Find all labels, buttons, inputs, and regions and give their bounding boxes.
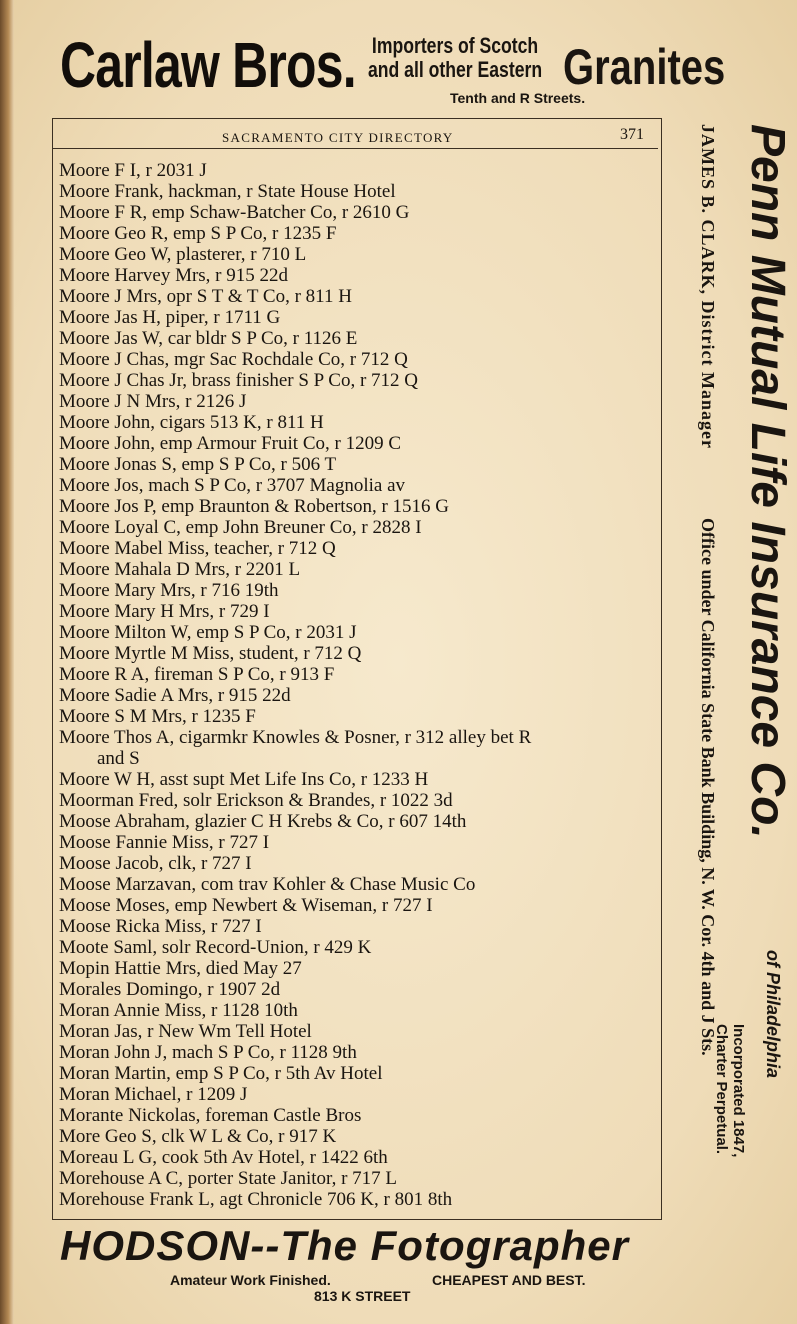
directory-entry: Moore Loyal C, emp John Breuner Co, r 2828 I <box>59 517 422 538</box>
penn-mutual-city: of Philadelphia <box>763 950 783 1079</box>
directory-entry: Moore J Chas, mgr Sac Rochdale Co, r 712 Q <box>59 349 408 370</box>
page-header <box>52 122 658 149</box>
directory-entry: Morehouse A C, porter State Janitor, r 717 L <box>59 1168 398 1189</box>
directory-entry: Moore Jos P, emp Braunton & Robertson, r 1516 G <box>59 496 450 517</box>
directory-entry: Moore F R, emp Schaw-Batcher Co, r 2610 G <box>59 202 410 223</box>
directory-entry: Morehouse Frank L, agt Chronicle 706 K, r 801 8th <box>59 1189 453 1210</box>
carlaw-address: Tenth and R Streets. <box>450 90 586 106</box>
hodson-headline: HODSON--The Fotographer <box>60 1222 629 1269</box>
directory-entry: Moran John J, mach S P Co, r 1128 9th <box>59 1042 357 1063</box>
penn-mutual-incorporation <box>713 1024 747 1157</box>
directory-entry: Moore Jonas S, emp S P Co, r 506 T <box>59 454 337 475</box>
carlaw-brand: Carlaw Bros. <box>60 29 356 101</box>
directory-entry: Moose Fannie Miss, r 727 I <box>59 832 270 853</box>
binding-edge <box>0 0 14 1324</box>
incorporated-line: Incorporated 1847, <box>730 1024 747 1158</box>
carlaw-bros-advertisement <box>60 22 726 114</box>
directory-entry: Morante Nickolas, foreman Castle Bros <box>59 1105 362 1126</box>
directory-entry: More Geo S, clk W L & Co, r 917 K <box>59 1126 337 1147</box>
directory-entry: Moore W H, asst supt Met Life Ins Co, r 1233 H <box>59 769 429 790</box>
directory-entry: Moose Ricka Miss, r 727 I <box>59 916 262 937</box>
office-location: Office under California State Bank Building, N. W. Cor. 4th and J Sts. <box>698 518 718 1056</box>
hodson-address: 813 K STREET <box>314 1288 411 1304</box>
directory-entry: Moreau L G, cook 5th Av Hotel, r 1422 6th <box>59 1147 388 1168</box>
directory-entry: Moran Michael, r 1209 J <box>59 1084 248 1105</box>
directory-entry: Moore J Chas Jr, brass finisher S P Co, r 712 Q <box>59 370 418 391</box>
hodson-amateur: Amateur Work Finished. <box>170 1272 331 1288</box>
charter-line: Charter Perpetual. <box>713 1024 730 1155</box>
directory-entry: Moore J N Mrs, r 2126 J <box>59 391 247 412</box>
directory-entry: Moore Myrtle M Miss, student, r 712 Q <box>59 643 362 664</box>
directory-entry: Moore Jos, mach S P Co, r 3707 Magnolia av <box>59 475 406 496</box>
tagline-line-1: Importers of Scotch <box>371 33 539 58</box>
tagline-line-2: and all other Eastern <box>368 57 543 82</box>
directory-entry: Moore S M Mrs, r 1235 F <box>59 706 256 727</box>
directory-entry: Moore Geo W, plasterer, r 710 L <box>59 244 307 265</box>
directory-entry: Moose Jacob, clk, r 727 I <box>59 853 252 874</box>
directory-title: SACRAMENTO CITY DIRECTORY <box>222 130 454 145</box>
carlaw-product: Granites <box>563 39 726 95</box>
directory-entry: Moore Mabel Miss, teacher, r 712 Q <box>59 538 336 559</box>
directory-entry: Moore Mary Mrs, r 716 19th <box>59 580 279 601</box>
directory-entry: Morales Domingo, r 1907 2d <box>59 979 281 1000</box>
directory-entry: Moose Abraham, glazier C H Krebs & Co, r 607 14th <box>59 811 467 832</box>
directory-entry: Moose Moses, emp Newbert & Wiseman, r 727 I <box>59 895 433 916</box>
directory-entry: Moran Annie Miss, r 1128 10th <box>59 1000 298 1021</box>
directory-entry: Moore Thos A, cigarmkr Knowles & Posner, r 312 alley bet R <box>59 727 532 748</box>
directory-entries <box>59 160 659 1210</box>
carlaw-tagline <box>368 34 542 82</box>
directory-entry: Mopin Hattie Mrs, died May 27 <box>59 958 302 979</box>
page-number: 371 <box>620 126 644 143</box>
directory-entry: Moose Marzavan, com trav Kohler & Chase Music Co <box>59 874 476 895</box>
directory-entry: Moran Jas, r New Wm Tell Hotel <box>59 1021 312 1042</box>
directory-entry: Moore Harvey Mrs, r 915 22d <box>59 265 289 286</box>
penn-mutual-side-ad <box>695 124 795 1224</box>
directory-entry: Moore Mahala D Mrs, r 2201 L <box>59 559 301 580</box>
penn-mutual-company: Penn Mutual Life Insurance Co. <box>741 124 794 839</box>
directory-entry: Moran Martin, emp S P Co, r 5th Av Hotel <box>59 1063 383 1084</box>
directory-entry: Moore Sadie A Mrs, r 915 22d <box>59 685 291 706</box>
directory-entry: Moore R A, fireman S P Co, r 913 F <box>59 664 335 685</box>
directory-entry: Moore J Mrs, opr S T & T Co, r 811 H <box>59 286 352 307</box>
directory-entry: Moore John, emp Armour Fruit Co, r 1209 C <box>59 433 401 454</box>
directory-entry: Moore Jas W, car bldr S P Co, r 1126 E <box>59 328 358 349</box>
district-manager: JAMES B. CLARK, District Manager <box>698 124 718 449</box>
hodson-cheapest: CHEAPEST AND BEST. <box>432 1272 586 1288</box>
directory-entry: Moore Frank, hackman, r State House Hotel <box>59 181 396 202</box>
directory-entry: Moore F I, r 2031 J <box>59 160 207 181</box>
directory-entry: Moore Jas H, piper, r 1711 G <box>59 307 281 328</box>
directory-entry: Moore Milton W, emp S P Co, r 2031 J <box>59 622 357 643</box>
directory-entry: Moote Saml, solr Record-Union, r 429 K <box>59 937 372 958</box>
directory-entry: Moorman Fred, solr Erickson & Brandes, r 1022 3d <box>59 790 453 811</box>
directory-entry: and S <box>97 748 140 769</box>
directory-entry: Moore Mary H Mrs, r 729 I <box>59 601 270 622</box>
directory-entry: Moore John, cigars 513 K, r 811 H <box>59 412 324 433</box>
directory-entry: Moore Geo R, emp S P Co, r 1235 F <box>59 223 337 244</box>
